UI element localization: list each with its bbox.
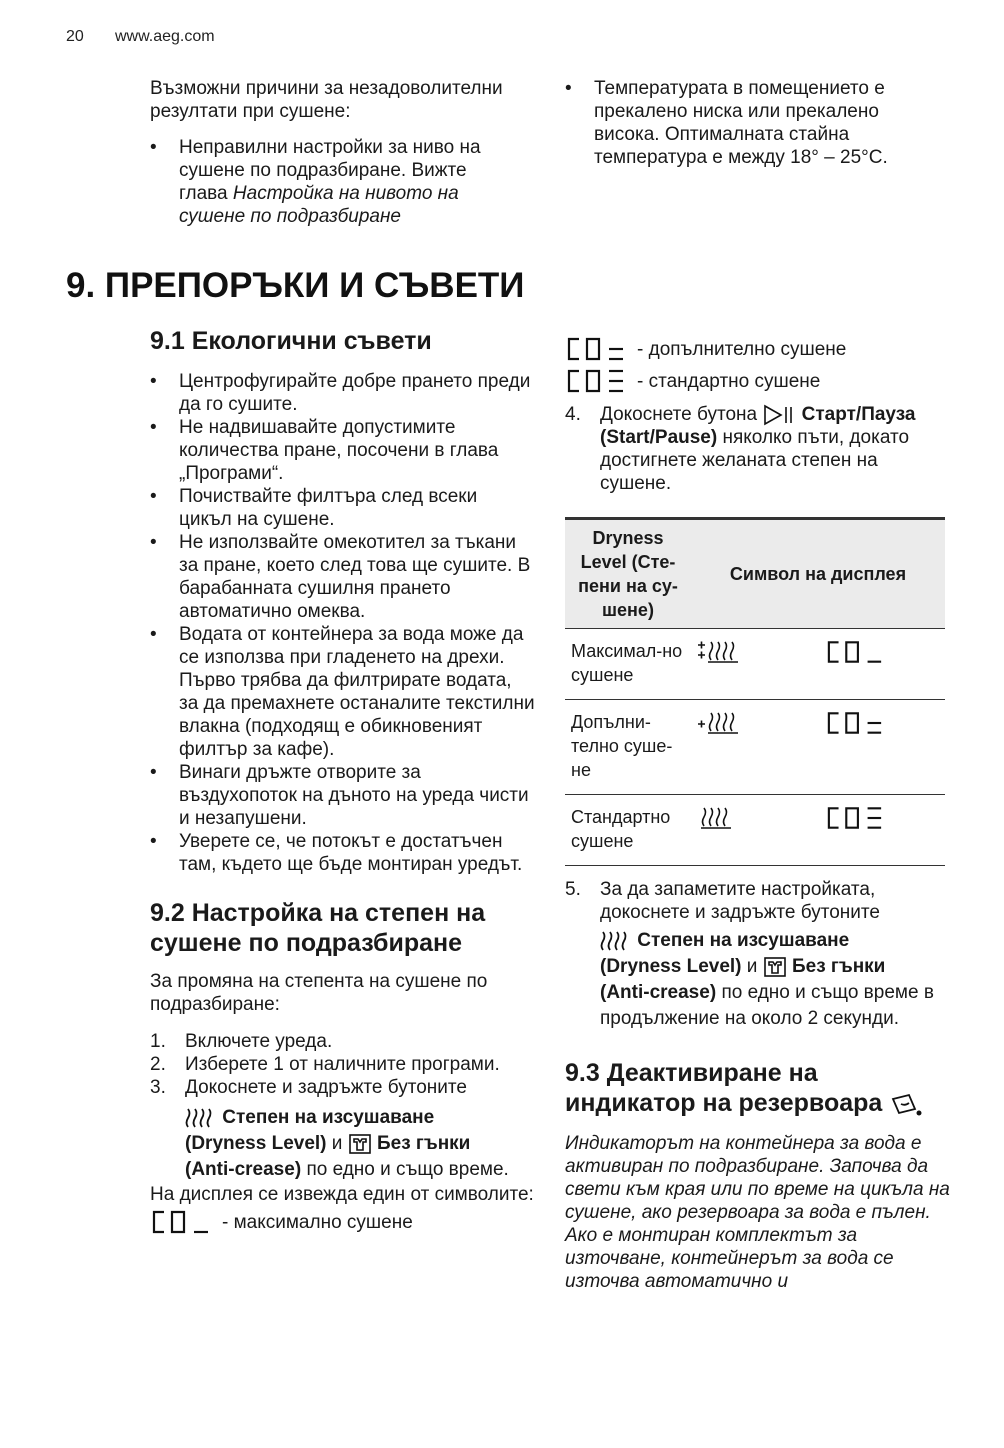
symbol-std-line bbox=[565, 365, 950, 397]
dryness-max-icon bbox=[697, 639, 741, 665]
water-tank-icon bbox=[889, 1091, 923, 1117]
display-intro: На дисплея се извежда един от символите: bbox=[150, 1184, 534, 1205]
steps-list-cont bbox=[565, 403, 950, 495]
table-row bbox=[565, 629, 945, 700]
table-cell-symbol bbox=[691, 629, 945, 700]
intro-bullet-1: • Неправилни настройки за ниво на сушене по подразбиране. Вижте глава Настройка на нивото на сушене по подразбиране bbox=[150, 136, 510, 228]
intro-bullet-2: • Температурата в помещението е прекалено ниска или прекалено висока. Оптималната стайна температура е между 18° – 25°C. bbox=[565, 77, 935, 169]
right-column bbox=[565, 333, 950, 1293]
dryness-level-icon bbox=[600, 930, 632, 952]
table-cell-symbol bbox=[691, 700, 945, 795]
start-pause-icon bbox=[762, 404, 796, 426]
intro-left bbox=[150, 77, 510, 228]
step-3: 3. Докоснете и задръжте бутоните Степен на изсушаване (Dryness Level) и Без гънки (Anti-crease) по едно и също време. bbox=[150, 1077, 509, 1180]
table-header-level: Dryness Level (Сте-пени на су-шене) bbox=[565, 519, 691, 629]
eco-tips-list bbox=[150, 370, 535, 876]
display-max-symbol bbox=[150, 1209, 212, 1235]
eco-tip: • Почиствайте филтъра след всеки цикъл на сушене. bbox=[150, 485, 535, 531]
display-std-symbol bbox=[565, 368, 627, 394]
table-cell-level: Максимал-но сушене bbox=[565, 629, 691, 700]
dryness-standard-icon bbox=[697, 805, 741, 831]
section-9-1-title: 9.1 Екологични съвети bbox=[150, 327, 432, 355]
section-9-title: 9. ПРЕПОРЪКИ И СЪВЕТИ bbox=[66, 266, 525, 305]
step-4: 4. Докоснете бутона Старт/Пауза (Start/Pause) няколко пъти, докато достигнете желаната степен на сушене. bbox=[565, 404, 916, 494]
section-9-3-body: Индикаторът на контейнера за вода е активиран по подразбиране. Започва да свети към края или по време на цикъла на сушене, ако резервоара за вода е пълен. Ако е монтиран комплектът за източване, контейнерът за вода се източва автоматично и bbox=[565, 1133, 950, 1292]
table-row bbox=[565, 700, 945, 795]
table-row bbox=[565, 795, 945, 866]
eco-tip: • Винаги дръжте отворите за въздухопоток на дъното на уреда чисти и незапушени. bbox=[150, 761, 535, 830]
section-9-3-title: 9.3 Деактивиране на индикатор на резервоара bbox=[565, 1058, 950, 1118]
steps-list-cont2 bbox=[565, 878, 950, 1032]
symbol-extra-text: - допълнително сушене bbox=[637, 338, 847, 360]
anti-crease-label: Без гънки bbox=[376, 1133, 471, 1154]
symbol-max-line bbox=[150, 1206, 535, 1238]
start-pause-label: Старт/Пауза bbox=[801, 404, 916, 425]
anti-crease-icon bbox=[763, 956, 787, 978]
table-header-row bbox=[565, 519, 945, 629]
table-header-symbol: Символ на дисплея bbox=[691, 519, 945, 629]
table-display-std bbox=[825, 805, 885, 831]
table-cell-level: Допълни-телно суше-не bbox=[565, 700, 691, 795]
eco-tip: • Не използвайте омекотител за тъкани за пране, което след това ще сушите. В барабанната сушилня прането автоматично омеква. bbox=[150, 531, 535, 623]
symbol-max-text: - максимално сушене bbox=[222, 1211, 413, 1233]
page-number: 20 bbox=[66, 28, 84, 45]
dryness-level-label: Степен на изсушаване bbox=[222, 1107, 435, 1128]
dryness-level-icon bbox=[185, 1107, 217, 1129]
display-extra-symbol bbox=[565, 336, 627, 362]
eco-tip: • Водата от контейнера за вода може да се използва при гладенето на дрехи. Първо трябва да филтрирате водата, за да премахнете останалите текстилни влакна (подходящ е обикновеният филтър за кафе). bbox=[150, 623, 535, 761]
intro-text: Възможни причини за незадоволителни резултати при сушене: bbox=[150, 78, 503, 122]
anti-crease-label: Без гънки bbox=[791, 956, 886, 977]
eco-tip: • Центрофугирайте добре прането преди да го сушите. bbox=[150, 370, 535, 416]
table-display-max bbox=[825, 639, 885, 665]
table-cell-level: Стандартно сушене bbox=[565, 795, 691, 866]
step-5: 5. За да запаметите настройката, докоснете и задръжте бутоните Степен на изсушаване (Dryness Level) и Без гънки (Anti-crease) по едно и също време в продължение на около 2 секунди. bbox=[565, 879, 934, 1029]
anti-crease-icon bbox=[348, 1133, 372, 1155]
intro-right bbox=[565, 77, 935, 169]
eco-tip: • Не надвишавайте допустимите количества пране, посочени в глава „Програми“. bbox=[150, 416, 535, 485]
steps-list bbox=[150, 1030, 535, 1183]
eco-tip: • Уверете се, че потокът е достатъчен там, където ще бъде монтиран уредът. bbox=[150, 830, 535, 876]
site-url: www.aeg.com bbox=[115, 28, 215, 45]
dryness-table bbox=[565, 517, 945, 866]
step-1: 1. Включете уреда. bbox=[150, 1031, 333, 1052]
dryness-level-label: Степен на изсушаване bbox=[637, 930, 850, 951]
symbol-std-text: - стандартно сушене bbox=[637, 370, 821, 392]
dryness-extra-icon bbox=[697, 710, 741, 736]
section-9-2-title: 9.2 Настройка на степен на сушене по подразбиране bbox=[150, 899, 486, 957]
table-cell-symbol bbox=[691, 795, 945, 866]
table-display-extra bbox=[825, 710, 885, 736]
left-column bbox=[150, 326, 535, 1238]
step-2: 2. Изберете 1 от наличните програми. bbox=[150, 1054, 500, 1075]
section-9-2-intro: За промяна на степента на сушене по подразбиране: bbox=[150, 971, 488, 1015]
intro-bullet-1-link: Настройка на нивото на сушене по подразбиране bbox=[179, 183, 459, 227]
symbol-extra-line bbox=[565, 333, 950, 365]
